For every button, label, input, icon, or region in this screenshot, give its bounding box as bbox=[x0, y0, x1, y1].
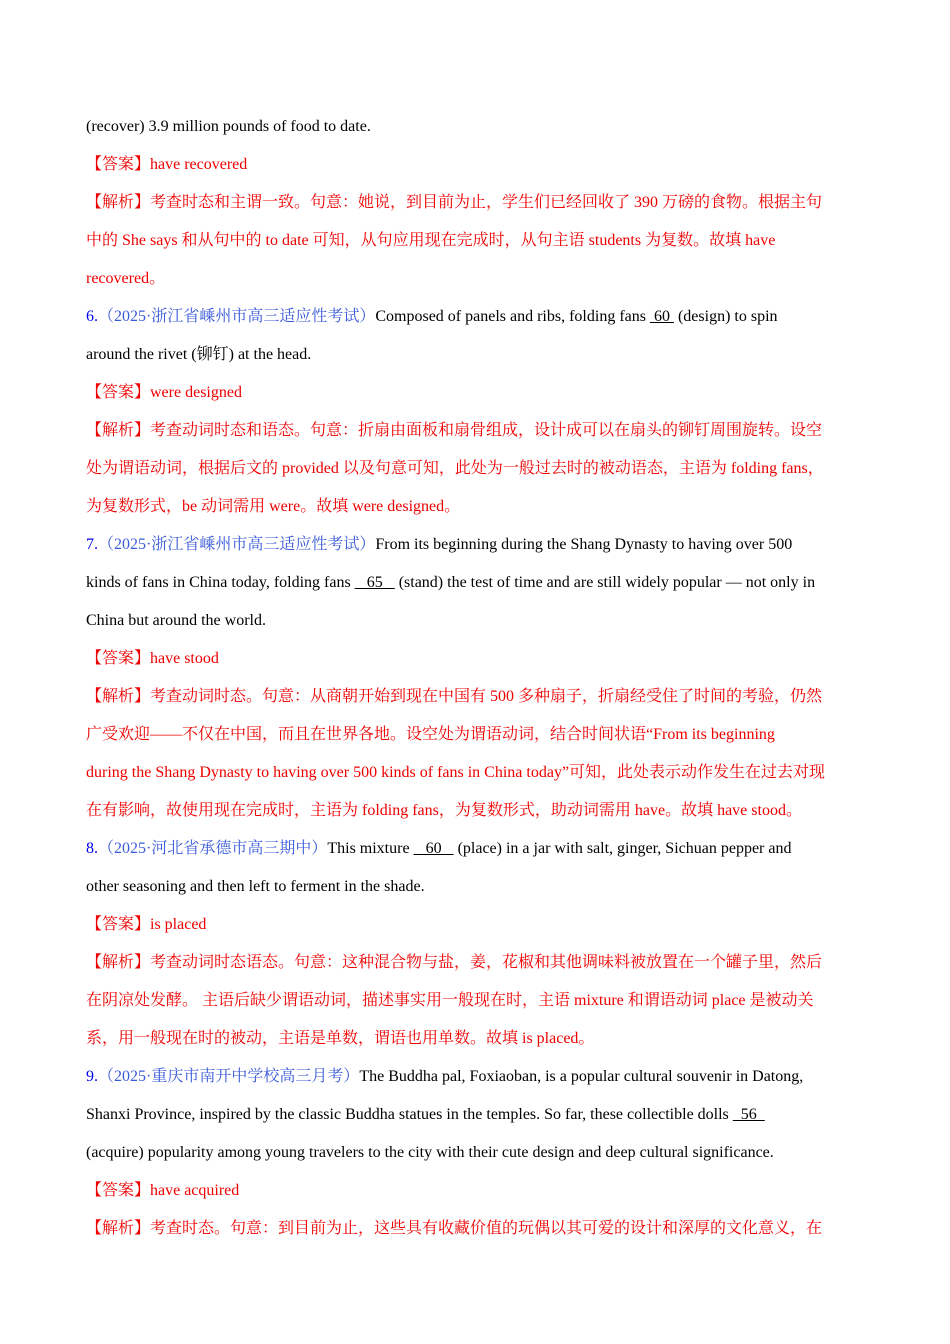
intro-tail-line: (recover) 3.9 million pounds of food to date. bbox=[86, 118, 371, 135]
question-number: 7. bbox=[86, 536, 98, 553]
question-7-analysis-line: during the Shang Dynasty to having over 500 kinds of fans in China today”可知，此处表示动作发生在过去对现 bbox=[86, 764, 826, 781]
question-9-line-2 bbox=[86, 1096, 862, 1134]
intro-analysis-line: recovered。 bbox=[86, 270, 166, 287]
question-8-answer: 【答案】is placed bbox=[86, 916, 207, 933]
question-text: Composed of panels and ribs, folding fans bbox=[375, 308, 650, 325]
question-number: 6. bbox=[86, 308, 98, 325]
question-7-line-3: China but around the world. bbox=[86, 612, 266, 629]
question-text: This mixture bbox=[327, 840, 414, 857]
question-6-line-2: around the rivet (铆钉) at the head. bbox=[86, 346, 312, 363]
intro-analysis-line: 中的 She says 和从句中的 to date 可知，从句应用现在完成时，从句主语 students 为复数。故填 have bbox=[86, 232, 776, 249]
question-7-analysis-line: 【解析】考查动词时态。句意：从商朝开始到现在中国有 500 多种扇子，折扇经受住了时间的考验，仍然 bbox=[86, 688, 823, 705]
question-9-analysis-line: 【解析】考查时态。句意：到目前为止，这些具有收藏价值的玩偶以其可爱的设计和深厚的文化意义，在 bbox=[86, 1220, 823, 1237]
question-6-analysis-line: 处为谓语动词，根据后文的 provided 以及句意可知，此处为一般过去时的被动语态，主语为 folding fans， bbox=[86, 460, 824, 477]
intro-answer: 【答案】have recovered bbox=[86, 156, 248, 173]
question-text: kinds of fans in China today, folding fans bbox=[86, 574, 355, 591]
question-9-answer: 【答案】have acquired bbox=[86, 1182, 240, 1199]
question-8-analysis-line: 【解析】考查动词时态语态。句意：这种混合物与盐，姜，花椒和其他调味料被放置在一个罐子里，然后 bbox=[86, 954, 823, 971]
question-7-line-2 bbox=[86, 564, 862, 602]
question-7-analysis-line: 在有影响，故使用现在完成时，主语为 folding fans，为复数形式，助动词需用 have。故填 have stood。 bbox=[86, 802, 802, 819]
question-text: (design) to spin bbox=[673, 308, 778, 325]
answer-blank: 56 bbox=[732, 1106, 765, 1123]
question-6-analysis-line: 为复数形式，be 动词需用 were。故填 were designed。 bbox=[86, 498, 461, 515]
question-text: (place) in a jar with salt, ginger, Sichuan pepper and bbox=[453, 840, 792, 857]
question-8-analysis-line: 系，用一般现在时的被动，主语是单数，谓语也用单数。故填 is placed。 bbox=[86, 1030, 595, 1047]
question-9-line-3: (acquire) popularity among young travelers to the city with their cute design and deep cultural significance. bbox=[86, 1144, 774, 1161]
question-source: （2025·浙江省嵊州市高三适应性考试） bbox=[98, 308, 376, 325]
answer-blank: 60 bbox=[413, 840, 454, 857]
question-7-line-1 bbox=[86, 526, 862, 564]
question-8-line-1 bbox=[86, 830, 862, 868]
question-text: From its beginning during the Shang Dynasty to having over 500 bbox=[375, 536, 793, 553]
question-9-line-1 bbox=[86, 1058, 862, 1096]
question-8-analysis-line: 在阴凉处发酵。 主语后缺少谓语动词，描述事实用一般现在时，主语 mixture 和谓语动词 place 是被动关 bbox=[86, 992, 814, 1009]
question-text: (stand) the test of time and are still widely popular — not only in bbox=[394, 574, 816, 591]
question-number: 9. bbox=[86, 1068, 98, 1085]
question-text: The Buddha pal, Foxiaoban, is a popular cultural souvenir in Datong, bbox=[359, 1068, 804, 1085]
intro-analysis-line: 【解析】考查时态和主谓一致。句意：她说，到目前为止，学生们已经回收了 390 万磅的食物。根据主句 bbox=[86, 194, 823, 211]
question-6-analysis-line: 【解析】考查动词时态和语态。句意：折扇由面板和扇骨组成，设计成可以在扇头的铆钉周围旋转。设空 bbox=[86, 422, 823, 439]
question-source: （2025·浙江省嵊州市高三适应性考试） bbox=[98, 536, 376, 553]
question-6-line-1 bbox=[86, 298, 862, 336]
question-text: Shanxi Province, inspired by the classic Buddha statues in the temples. So far, these collectible dolls bbox=[86, 1106, 733, 1123]
answer-blank: 65 bbox=[354, 574, 395, 591]
document-page bbox=[86, 108, 862, 1248]
question-number: 8. bbox=[86, 840, 98, 857]
answer-blank: 60 bbox=[649, 308, 674, 325]
question-8-line-2: other seasoning and then left to ferment in the shade. bbox=[86, 878, 425, 895]
question-6-answer: 【答案】were designed bbox=[86, 384, 242, 401]
question-7-answer: 【答案】have stood bbox=[86, 650, 219, 667]
question-7-analysis-line: 广受欢迎——不仅在中国，而且在世界各地。设空处为谓语动词，结合时间状语“From its beginning bbox=[86, 726, 775, 743]
question-source: （2025·重庆市南开中学校高三月考） bbox=[98, 1068, 360, 1085]
question-source: （2025·河北省承德市高三期中） bbox=[98, 840, 328, 857]
